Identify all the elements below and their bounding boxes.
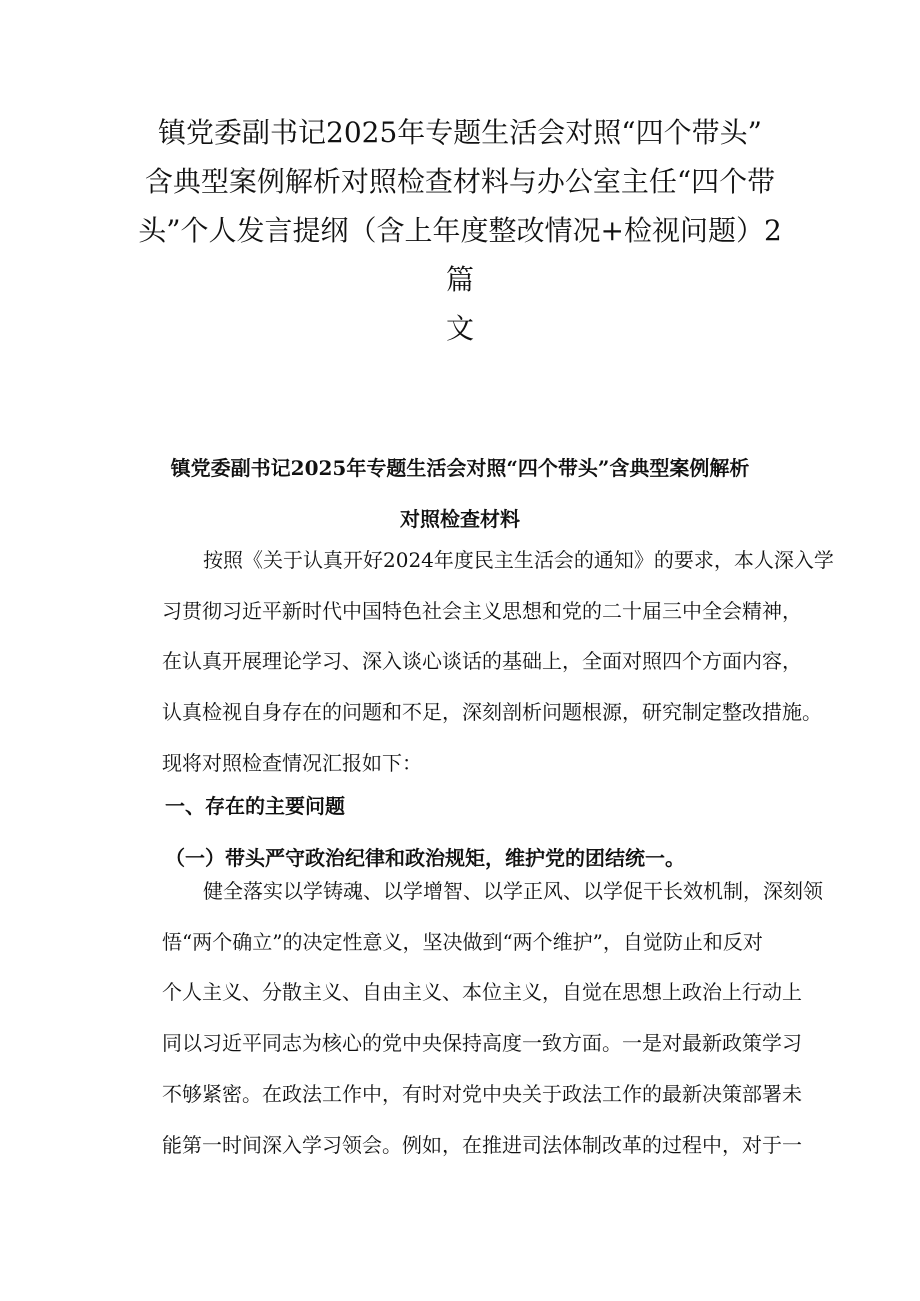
paragraph-line: 认真检视自身存在的问题和不足，深刻剖析问题根源，研究制定整改措施。 (162, 700, 822, 725)
body-paragraph (162, 866, 823, 1170)
paragraph-line: 按照《关于认真开好2024年度民主生活会的通知》的要求，本人深入学 (203, 548, 834, 572)
paragraph-line: 健全落实以学铸魂、以学增智、以学正风、以学促干长效机制，深刻领 (203, 879, 823, 903)
paragraph-line: 同以习近平同志为核心的党中央保持高度一致方面。一是对最新政策学习 (162, 1031, 802, 1056)
document-title-line: 镇党委副书记2025年专题生活会对照“四个带头” (158, 116, 762, 149)
document-title-line: 篇 (445, 263, 474, 296)
heading-subsection-1: （一）带头严守政治纪律和政治规矩，维护党的团结统一。 (165, 846, 685, 870)
paragraph-line: 现将对照检查情况汇报如下： (162, 750, 422, 775)
paragraph-line: 个人主义、分散主义、自由主义、本位主义，自觉在思想上政治上行动上 (162, 980, 802, 1005)
section-title: 镇党委副书记2025年专题生活会对照“四个带头”含典型案例解析 (170, 456, 750, 480)
section-title-continued: 对照检查材料 (400, 507, 520, 531)
document-title (90, 108, 830, 353)
document-title-line: 含典型案例解析对照检查材料与办公室主任“四个带 (144, 165, 776, 198)
document-title-line: 头”个人发言提纲（含上年度整改情况+检视问题）2 (138, 214, 782, 247)
paragraph-line: 不够紧密。在政法工作中，有时对党中央关于政法工作的最新决策部署未 (162, 1081, 802, 1106)
paragraph-line: 悟“两个确立”的决定性意义，坚决做到“两个维护”，自觉防止和反对 (162, 929, 763, 954)
document-title-line: 文 (445, 312, 474, 345)
intro-paragraph (162, 535, 834, 789)
paragraph-line: 能第一时间深入学习领会。例如，在推进司法体制改革的过程中，对于一 (162, 1132, 802, 1157)
heading-main-problems: 一、存在的主要问题 (165, 794, 345, 818)
paragraph-line: 习贯彻习近平新时代中国特色社会主义思想和党的二十届三中全会精神， (162, 598, 802, 623)
paragraph-line: 在认真开展理论学习、深入谈心谈话的基础上，全面对照四个方面内容， (162, 649, 802, 674)
